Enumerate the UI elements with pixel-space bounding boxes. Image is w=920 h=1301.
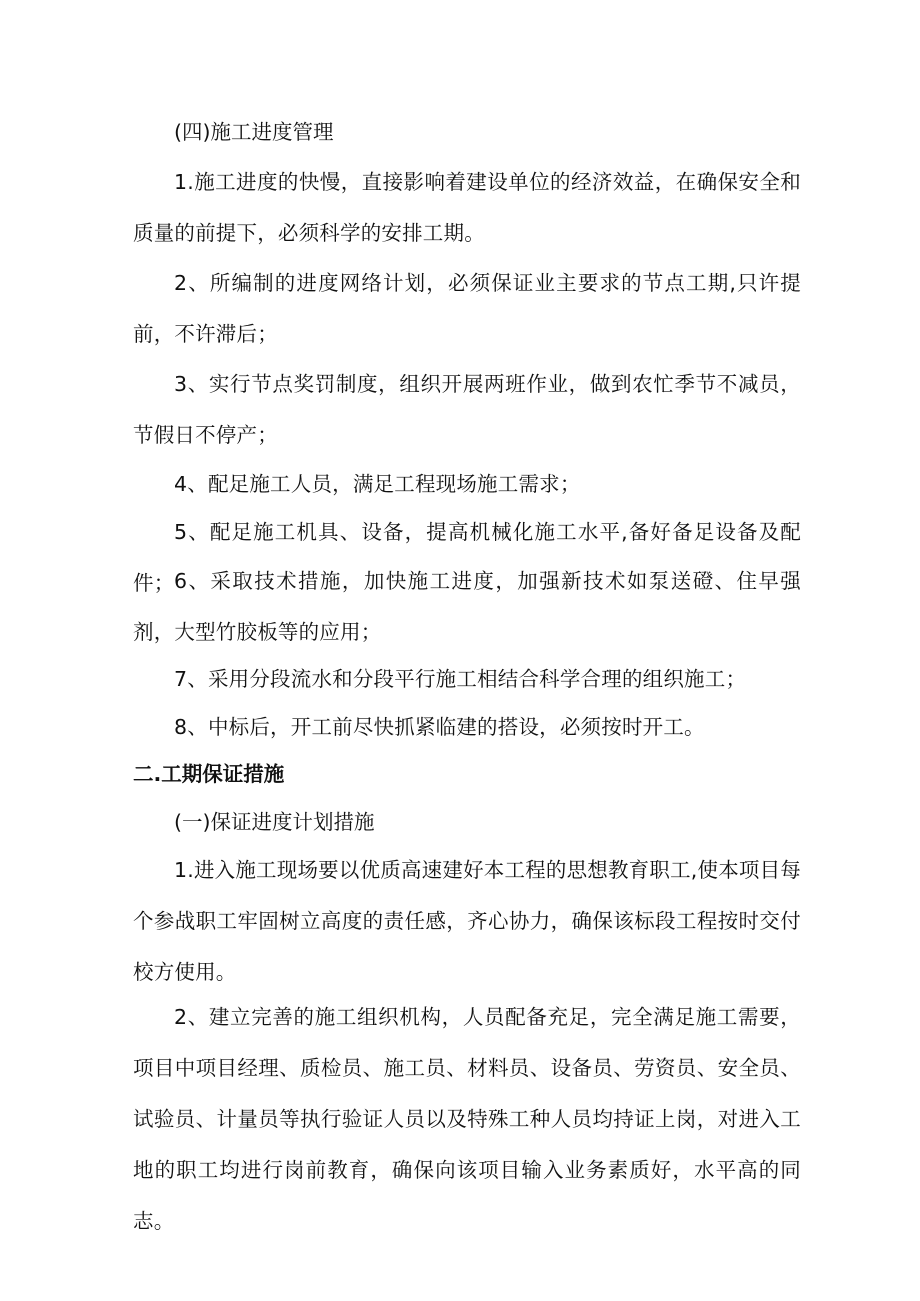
paragraph-6: 6、采取技术措施，加快施工进度，加强新技术如泵送磴、住早强剂，大型竹胶板等的应用； — [133, 569, 801, 644]
paragraph-7: 7、采用分段流水和分段平行施工相结合科学合理的组织施工； — [174, 667, 747, 691]
section-4-title: (四)施工进度管理 — [174, 120, 334, 144]
paragraph-4: 4、配足施工人员，满足工程现场施工需求； — [174, 472, 581, 496]
paragraph-3: 3、实行节点奖罚制度，组织开展两班作业，做到农忙季节不减员，节假日不停产； — [133, 372, 801, 447]
paragraph-1: 1.施工进度的快慢，直接影响着建设单位的经济效益，在确保安全和质量的前提下，必须科学的安排工期。 — [133, 170, 801, 245]
subsection-1-title: (一)保证进度计划措施 — [174, 810, 375, 834]
paragraph-2: 2、所编制的进度网络计划，必须保证业主要求的节点工期,只许提前，不许滞后； — [133, 271, 801, 346]
heading-schedule-guarantee: 二.工期保证措施 — [133, 762, 285, 786]
paragraph-5: 5、配足施工机具、设备，提高机械化施工水平,备好备足设备及配件； — [133, 520, 801, 595]
paragraph-q2: 2、建立完善的施工组织机构，人员配备充足，完全满足施工需要，项目中项目经理、质检员、施工员、材料员、设备员、劳资员、安全员、试验员、计量员等执行验证人员以及特殊工种人员均持证上岗，对进入工地的职工均进行岗前教育，确保向该项目输入业务素质好，水平高的同志。 — [133, 1005, 801, 1233]
paragraph-8: 8、中标后，开工前尽快抓紧临建的搭设，必须按时开工。 — [174, 715, 705, 739]
paragraph-q1: 1.进入施工现场要以优质高速建好本工程的思想教育职工,使本项目每个参战职工牢固树立高度的责任感，齐心协力，确保该标段工程按时交付校方使用。 — [133, 858, 801, 984]
